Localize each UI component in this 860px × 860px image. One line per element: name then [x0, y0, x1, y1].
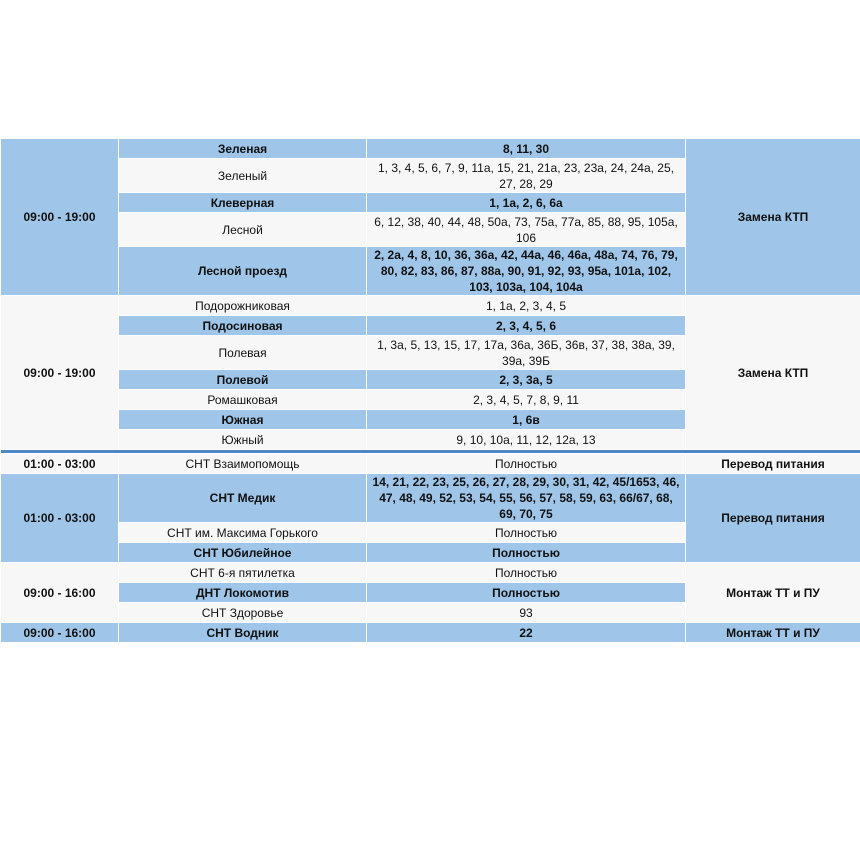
street-cell: СНТ Здоровье: [119, 603, 367, 623]
street-cell: СНТ Медик: [119, 474, 367, 523]
time-cell: 01:00 - 03:00: [1, 474, 119, 563]
houses-cell: 22: [367, 623, 686, 643]
street-cell: Лесной проезд: [119, 247, 367, 296]
street-cell: Лесной: [119, 213, 367, 247]
work-type-cell: Замена КТП: [686, 139, 860, 296]
houses-cell: 8, 11, 30: [367, 139, 686, 159]
work-type-cell: Перевод питания: [686, 474, 860, 563]
street-cell: ДНТ Локомотив: [119, 583, 367, 603]
houses-cell: 93: [367, 603, 686, 623]
houses-cell: 1, 1а, 2, 3, 4, 5: [367, 296, 686, 316]
table-row: [1, 139, 860, 159]
work-type-cell: Монтаж ТТ и ПУ: [686, 623, 860, 643]
time-cell: 01:00 - 03:00: [1, 454, 119, 474]
street-cell: Полевая: [119, 336, 367, 370]
street-cell: Зеленый: [119, 159, 367, 193]
street-cell: Подорожниковая: [119, 296, 367, 316]
schedule-body: [1, 139, 860, 643]
houses-cell: 1, 3, 4, 5, 6, 7, 9, 11а, 15, 21, 21а, 23, 23а, 24, 24а, 25, 27, 28, 29: [367, 159, 686, 193]
houses-cell: Полностью: [367, 563, 686, 583]
houses-cell: Полностью: [367, 523, 686, 543]
table-row: [1, 296, 860, 316]
street-cell: Ромашковая: [119, 390, 367, 410]
houses-cell: 2, 3, 4, 5, 7, 8, 9, 11: [367, 390, 686, 410]
houses-cell: 2, 3, 4, 5, 6: [367, 316, 686, 336]
time-cell: 09:00 - 16:00: [1, 623, 119, 643]
table-row: [1, 474, 860, 523]
houses-cell: 6, 12, 38, 40, 44, 48, 50а, 73, 75а, 77а, 85, 88, 95, 105а, 106: [367, 213, 686, 247]
table-row: [1, 454, 860, 474]
houses-cell: 14, 21, 22, 23, 25, 26, 27, 28, 29, 30, 31, 42, 45/1653, 46, 47, 48, 49, 52, 53, 54, 55, 56, 57, 58, 59, 63, 66/67, 68, 69, 70, 75: [367, 474, 686, 523]
table-row: [1, 563, 860, 583]
houses-cell: 1, 3а, 5, 13, 15, 17, 17а, 36а, 36Б, 36в, 37, 38, 38а, 39, 39а, 39Б: [367, 336, 686, 370]
houses-cell: 1, 6в: [367, 410, 686, 430]
work-type-cell: Замена КТП: [686, 296, 860, 450]
time-cell: 09:00 - 19:00: [1, 296, 119, 450]
street-cell: СНТ Взаимопомощь: [119, 454, 367, 474]
houses-cell: Полностью: [367, 454, 686, 474]
houses-cell: 9, 10, 10а, 11, 12, 12а, 13: [367, 430, 686, 450]
street-cell: Клеверная: [119, 193, 367, 213]
street-cell: СНТ им. Максима Горького: [119, 523, 367, 543]
outage-schedule-table: [0, 138, 860, 643]
work-type-cell: Перевод питания: [686, 454, 860, 474]
houses-cell: 2, 3, 3а, 5: [367, 370, 686, 390]
work-type-cell: Монтаж ТТ и ПУ: [686, 563, 860, 623]
street-cell: Подосиновая: [119, 316, 367, 336]
houses-cell: 2, 2а, 4, 8, 10, 36, 36а, 42, 44а, 46, 46а, 48а, 74, 76, 79, 80, 82, 83, 86, 87, 88а, 90, 91, 92, 93, 95а, 101а, 102, 103, 103а, 104, 104а: [367, 247, 686, 296]
street-cell: Полевой: [119, 370, 367, 390]
street-cell: СНТ Водник: [119, 623, 367, 643]
street-cell: СНТ Юбилейное: [119, 543, 367, 563]
street-cell: Южная: [119, 410, 367, 430]
time-cell: 09:00 - 19:00: [1, 139, 119, 296]
street-cell: СНТ 6-я пятилетка: [119, 563, 367, 583]
houses-cell: Полностью: [367, 583, 686, 603]
houses-cell: Полностью: [367, 543, 686, 563]
table-row: [1, 623, 860, 643]
street-cell: Южный: [119, 430, 367, 450]
houses-cell: 1, 1а, 2, 6, 6а: [367, 193, 686, 213]
street-cell: Зеленая: [119, 139, 367, 159]
time-cell: 09:00 - 16:00: [1, 563, 119, 623]
